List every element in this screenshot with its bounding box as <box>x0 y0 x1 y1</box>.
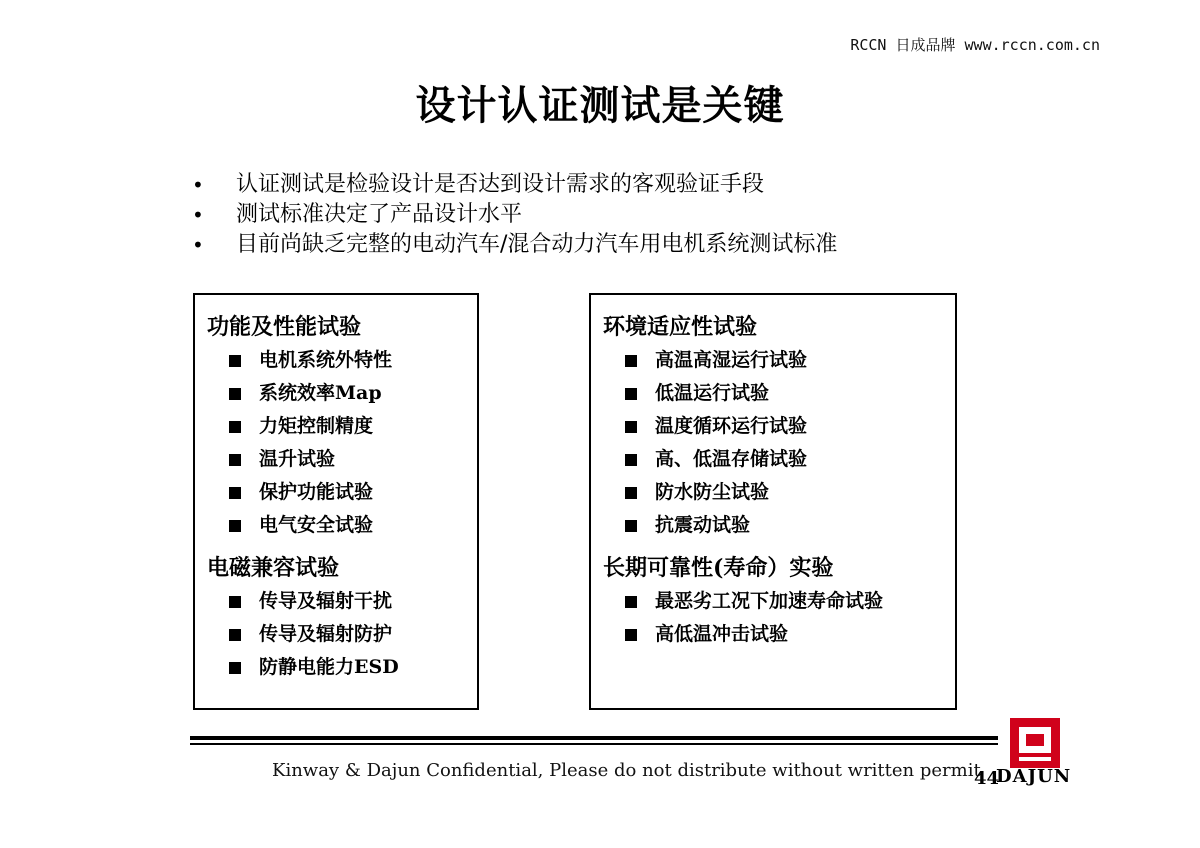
square-bullet-icon <box>625 421 637 433</box>
list-item <box>229 344 477 377</box>
square-bullet-icon <box>229 487 241 499</box>
square-bullet-icon <box>229 629 241 641</box>
bullet-dot-icon: • <box>192 233 204 257</box>
list-item <box>625 410 955 443</box>
page-title: 设计认证测试是关键 <box>415 83 785 129</box>
left-test-box <box>193 293 479 710</box>
bullet-item <box>192 230 837 260</box>
bullet-text: 认证测试是检验设计是否达到设计需求的客观验证手段 <box>236 172 765 197</box>
list-item-label: 高温高湿运行试验 <box>655 349 808 371</box>
square-bullet-icon <box>625 355 637 367</box>
watermark-text: RCCN 日成品牌 www.rccn.com.cn <box>850 36 1100 54</box>
list-item <box>625 344 955 377</box>
square-bullet-icon <box>229 355 241 367</box>
footer-rule-thick <box>190 736 998 740</box>
square-bullet-icon <box>625 629 637 641</box>
bullet-item <box>192 170 837 200</box>
section-title: 功能及性能试验 <box>207 314 362 340</box>
list-item <box>229 377 477 410</box>
list-item-label: 传导及辐射干扰 <box>259 590 393 612</box>
list-item <box>625 476 955 509</box>
square-bullet-icon <box>625 596 637 608</box>
list-item <box>229 410 477 443</box>
list-item-label: 电机系统外特性 <box>259 349 393 371</box>
footer-rule-thin <box>190 743 998 745</box>
list-item-label: 力矩控制精度 <box>259 415 374 437</box>
bullet-dot-icon: • <box>192 203 204 227</box>
list-item-label: 防静电能力ESD <box>259 656 399 678</box>
section-title: 电磁兼容试验 <box>207 555 340 581</box>
square-bullet-icon <box>625 487 637 499</box>
list-item <box>229 651 477 684</box>
dajun-logo-icon <box>1010 718 1060 768</box>
list-item <box>229 618 477 651</box>
list-item-label: 温度循环运行试验 <box>655 415 808 437</box>
list-item <box>625 443 955 476</box>
list-item-label: 防水防尘试验 <box>655 481 770 503</box>
brand-name: DAJUN <box>996 766 1072 787</box>
list-item <box>229 509 477 542</box>
bullet-text: 目前尚缺乏完整的电动汽车/混合动力汽车用电机系统测试标准 <box>236 232 838 257</box>
list-item-label: 电气安全试验 <box>259 514 374 536</box>
list-item-label: 最恶劣工况下加速寿命试验 <box>655 590 884 612</box>
list-item <box>229 476 477 509</box>
list-item-label: 温升试验 <box>259 448 336 470</box>
list-item <box>625 377 955 410</box>
page-number: 44 <box>974 768 1000 789</box>
list-item <box>625 509 955 542</box>
square-bullet-icon <box>625 520 637 532</box>
section-title: 长期可靠性(寿命）实验 <box>603 555 834 581</box>
list-item <box>625 618 955 651</box>
logo-base <box>1019 757 1051 761</box>
confidential-notice: Kinway & Dajun Confidential, Please do not distribute without written permit <box>272 760 981 781</box>
list-item <box>229 443 477 476</box>
bullet-list <box>192 170 837 260</box>
square-bullet-icon <box>229 454 241 466</box>
list-item-label: 保护功能试验 <box>259 481 374 503</box>
list-item <box>625 585 955 618</box>
bullet-text: 测试标准决定了产品设计水平 <box>236 202 523 227</box>
right-test-box <box>589 293 957 710</box>
list-item-label: 低温运行试验 <box>655 382 770 404</box>
section-title: 环境适应性试验 <box>603 314 758 340</box>
list-item <box>229 585 477 618</box>
square-bullet-icon <box>229 421 241 433</box>
list-item-label: 传导及辐射防护 <box>259 623 393 645</box>
list-item-label: 高低温冲击试验 <box>655 623 789 645</box>
square-bullet-icon <box>625 388 637 400</box>
bullet-item <box>192 200 837 230</box>
square-bullet-icon <box>229 662 241 674</box>
square-bullet-icon <box>229 596 241 608</box>
list-item-label: 系统效率Map <box>259 382 382 404</box>
list-item-label: 抗震动试验 <box>655 514 751 536</box>
square-bullet-icon <box>625 454 637 466</box>
square-bullet-icon <box>229 388 241 400</box>
bullet-dot-icon: • <box>192 173 204 197</box>
list-item-label: 高、低温存储试验 <box>655 448 808 470</box>
square-bullet-icon <box>229 520 241 532</box>
